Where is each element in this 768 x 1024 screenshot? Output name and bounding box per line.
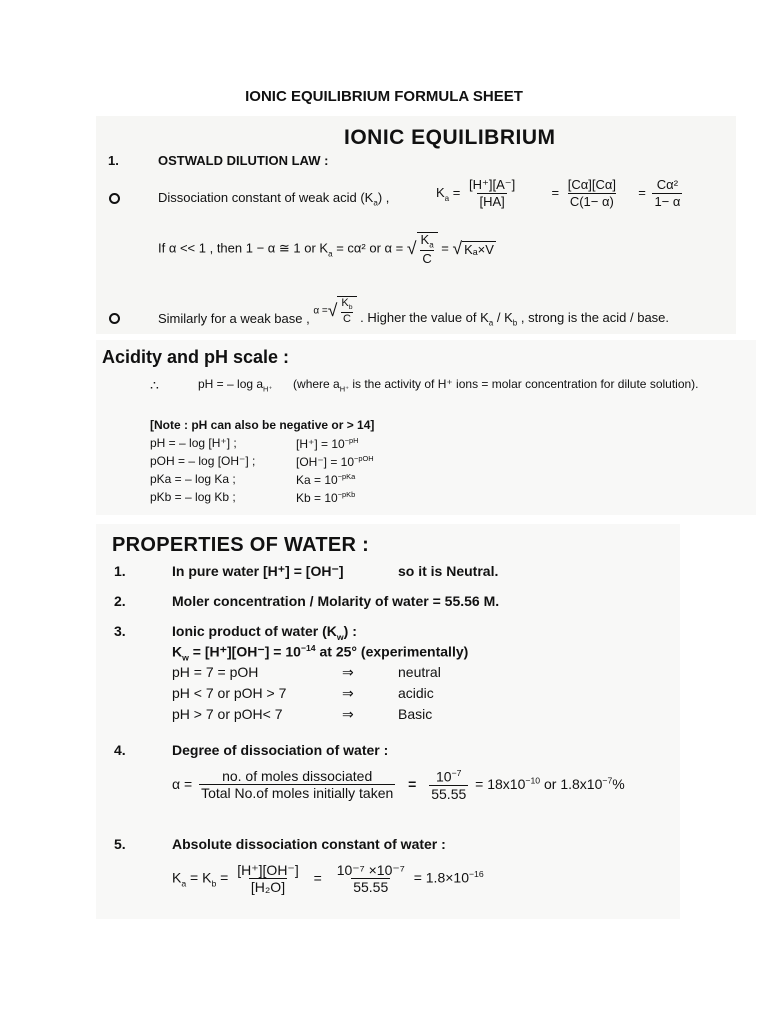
- item-number: 4.: [114, 742, 126, 758]
- absolute-dissociation-formula: $K_a = K_b$ = $\frac{[H^+][OH^-]}{\text{[H₂O]}}$ = $\frac{\text{10⁻⁷ ×10⁻⁷}}{55.55}$ = $1.8\times 10^{-16}$: [172, 862, 484, 896]
- item-number: 5.: [114, 836, 126, 852]
- ph-row: pKb = – log Kb ;: [150, 490, 236, 504]
- ph-row: pOH = – log [OH⁻] ;: [150, 454, 256, 468]
- item-number: 1.: [108, 153, 119, 168]
- item-number: 2.: [114, 593, 126, 609]
- item-text-extra: so it is Neutral.: [398, 563, 499, 579]
- ph-definition: pH = – $\log a_{H^+}$ (where $a_{H^+}$ is the activity of H⁺ ions = molar concentration for dilute solution).: [198, 377, 699, 394]
- ka-expression: $K_a$ = $\frac{[H^+][A^-]}{[HA]}$ = $\frac{[C\alpha][C\alpha]}{C(1- \alpha)}$ = $\frac{\text{Cα²}}{1- \alpha}$: [436, 177, 681, 209]
- page-title: IONIC EQUILIBRIUM FORMULA SHEET: [245, 88, 523, 105]
- weak-acid-line: Dissociation constant of weak acid $(K_a)$ ,: [158, 190, 390, 208]
- item-number: 3.: [114, 623, 126, 639]
- kw-line: $K_w = [H^+][OH^-] = 10^{-14}$ at 25° (experimentally): [172, 643, 469, 663]
- ph-condition: pH > 7 or pOH< 7: [172, 706, 283, 722]
- section-heading: IONIC EQUILIBRIUM: [344, 126, 556, 149]
- ph-result: Basic: [398, 706, 433, 722]
- ph-result: acidic: [398, 685, 434, 701]
- section-heading: PROPERTIES OF WATER :: [112, 534, 370, 556]
- ph-condition: pH < 7 or pOH > 7: [172, 685, 287, 701]
- therefore-symbol: ∴: [150, 377, 159, 393]
- degree-dissociation-formula: α = $\frac{\text{no. of moles dissociated}}{\text{Total No.of moles initially taken}}$ = $\frac{10^{-7}}{55.55}$ = $18x10^{-10}$ or $1.8x10^{-7}\%$: [172, 768, 625, 802]
- item-text: Degree of dissociation of water :: [172, 742, 389, 758]
- bullet-icon: [109, 313, 120, 324]
- item-text: Moler concentration / Molarity of water = 55.56 M.: [172, 593, 500, 609]
- ph-row-right: $Kb = 10^{-pKb}$: [296, 490, 356, 505]
- approximation-line: If α << 1 , then 1 − α ≅ 1 or $K_a = c\alpha^2$ or α = √ $\frac{K_a}{C}$ = √ Kₐ×V: [158, 232, 494, 266]
- item-text: Ionic product of water $(K_w)$ :: [172, 623, 357, 642]
- weak-base-line: Similarly for a weak base , α =√ $\frac{K_b}{C}$ . Higher the value of $K_a / K_b$ , strong is the acid / base.: [158, 296, 670, 328]
- ph-row: pKa = – log Ka ;: [150, 472, 236, 486]
- ph-row-right: $Ka = 10^{-pKa}$: [296, 472, 356, 487]
- implies-arrow: ⇒: [342, 685, 354, 701]
- ph-result: neutral: [398, 664, 441, 680]
- item-number: 1.: [114, 563, 126, 579]
- ph-row: pH = – log [H⁺] ;: [150, 436, 237, 450]
- item-text: In pure water [H⁺] = [OH⁻]: [172, 563, 344, 579]
- section-heading: Acidity and pH scale :: [102, 347, 290, 367]
- implies-arrow: ⇒: [342, 706, 354, 722]
- item-title: OSTWALD DILUTION LAW :: [158, 153, 329, 168]
- item-text: Absolute dissociation constant of water :: [172, 836, 446, 852]
- ph-condition: pH = 7 = pOH: [172, 664, 259, 680]
- ph-row-right: $[H^+] = 10^{-pH}$: [296, 436, 359, 451]
- ph-row-right: $[OH^-] = 10^{-pOH}$: [296, 454, 374, 469]
- note: [Note : pH can also be negative or > 14]: [150, 418, 375, 432]
- implies-arrow: ⇒: [342, 664, 354, 680]
- bullet-icon: [109, 193, 120, 204]
